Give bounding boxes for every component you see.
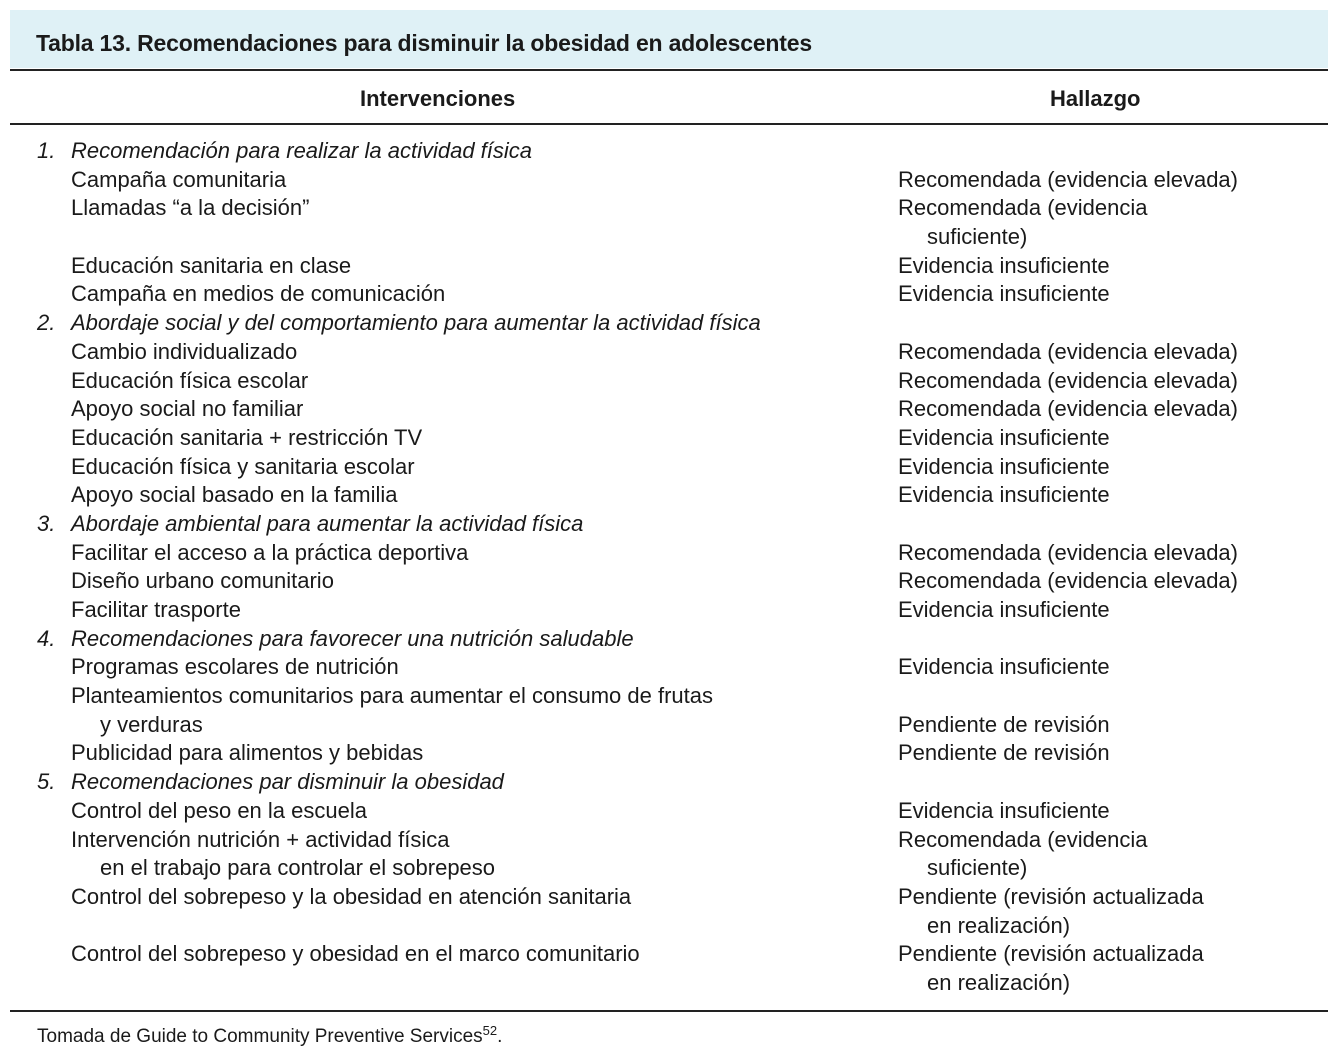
section-row bbox=[0, 510, 1341, 539]
intervention-text: Apoyo social no familiar bbox=[71, 396, 304, 422]
table-row bbox=[0, 682, 1341, 711]
finding-text: Evidencia insuficiente bbox=[898, 424, 1110, 450]
finding-text: Evidencia insuficiente bbox=[898, 482, 1110, 508]
table-row bbox=[0, 539, 1341, 568]
finding-text: Recomendada (evidencia elevada) bbox=[898, 568, 1238, 594]
table-row bbox=[0, 826, 1341, 855]
intervention-text: Educación sanitaria + restricción TV bbox=[71, 424, 423, 450]
finding-text: Evidencia insuficiente bbox=[898, 797, 1110, 823]
intervention-text: Programas escolares de nutrición bbox=[71, 654, 399, 680]
table-row-continuation bbox=[0, 854, 1341, 883]
section-label: Abordaje ambiental para aumentar la actividad física bbox=[71, 510, 584, 536]
intervention-text: Control del sobrepeso y obesidad en el marco comunitario bbox=[71, 941, 640, 967]
finding-text-continued: suficiente) bbox=[927, 855, 1028, 881]
finding-text: Evidencia insuficiente bbox=[898, 597, 1110, 622]
finding-text: Evidencia insuficiente bbox=[898, 281, 1110, 307]
finding-text-continued: en realización) bbox=[927, 912, 1071, 938]
table-row bbox=[0, 252, 1341, 281]
section-label: Recomendación para realizar la actividad física bbox=[71, 138, 533, 163]
intervention-text: Educación física escolar bbox=[71, 367, 309, 393]
section-number: 2. bbox=[37, 310, 56, 336]
table-row bbox=[0, 453, 1341, 482]
finding-text: Pendiente de revisión bbox=[898, 740, 1110, 766]
section-label: Abordaje social y del comportamiento para aumentar la actividad física bbox=[71, 310, 761, 336]
table-row-continuation bbox=[0, 711, 1341, 740]
intervention-text: Cambio individualizado bbox=[71, 338, 298, 364]
table-row bbox=[0, 395, 1341, 424]
table-row bbox=[0, 481, 1341, 510]
intervention-text-continued: y verduras bbox=[100, 711, 203, 737]
table-row bbox=[0, 567, 1341, 596]
table-row bbox=[0, 940, 1341, 969]
table-row bbox=[0, 280, 1341, 309]
table-row bbox=[0, 596, 1341, 625]
source-end: . bbox=[497, 1026, 503, 1047]
table-row bbox=[0, 653, 1341, 682]
finding-text-continued: en realización) bbox=[927, 969, 1071, 995]
finding-text: Recomendada (evidencia elevada) bbox=[898, 166, 1238, 192]
source-note bbox=[37, 1023, 502, 1048]
table-row bbox=[0, 739, 1341, 768]
section-number: 3. bbox=[37, 510, 56, 536]
finding-text: Pendiente (revisión actualizada bbox=[898, 883, 1204, 909]
section-row bbox=[0, 768, 1341, 797]
intervention-text: Educación sanitaria en clase bbox=[71, 252, 352, 278]
section-number: 4. bbox=[37, 625, 56, 651]
section-row bbox=[0, 309, 1341, 338]
header-rule bbox=[10, 123, 1328, 125]
header-interventions: Intervenciones bbox=[360, 86, 516, 111]
finding-text: Recomendada (evidencia elevada) bbox=[898, 338, 1238, 364]
intervention-text: Facilitar trasporte bbox=[71, 597, 241, 622]
finding-text: Recomendada (evidencia elevada) bbox=[898, 396, 1238, 422]
header-finding: Hallazgo bbox=[1050, 86, 1141, 111]
title-bar bbox=[10, 10, 1328, 68]
finding-text: Evidencia insuficiente bbox=[898, 654, 1110, 680]
finding-text: Recomendada (evidencia bbox=[898, 195, 1148, 221]
table-row bbox=[0, 194, 1341, 223]
bottom-rule bbox=[10, 1010, 1328, 1012]
table-row bbox=[0, 424, 1341, 453]
section-row bbox=[0, 625, 1341, 654]
source-text: Tomada de Guide to Community Preventive Services bbox=[37, 1026, 483, 1047]
section-label: Recomendaciones par disminuir la obesidad bbox=[71, 769, 504, 795]
finding-text-continued: suficiente) bbox=[927, 224, 1028, 250]
table-row bbox=[0, 338, 1341, 367]
section-number: 1. bbox=[37, 138, 56, 163]
finding-text: Recomendada (evidencia elevada) bbox=[898, 367, 1238, 393]
intervention-text: Publicidad para alimentos y bebidas bbox=[71, 740, 424, 766]
intervention-text: Educación física y sanitaria escolar bbox=[71, 453, 415, 479]
section-label: Recomendaciones para favorecer una nutrición saludable bbox=[71, 625, 634, 651]
finding-text: Evidencia insuficiente bbox=[898, 252, 1110, 278]
source-reference: 52 bbox=[482, 1023, 498, 1038]
table-row-continuation bbox=[0, 912, 1341, 941]
finding-text: Pendiente (revisión actualizada bbox=[898, 941, 1204, 967]
intervention-text: Campaña comunitaria bbox=[71, 166, 287, 192]
section-row bbox=[0, 137, 1341, 166]
table-row-continuation bbox=[0, 969, 1341, 998]
intervention-text: Llamadas “a la decisión” bbox=[71, 195, 310, 221]
table-body bbox=[0, 137, 1341, 998]
intervention-text: Control del sobrepeso y la obesidad en atención sanitaria bbox=[71, 883, 632, 909]
table-row bbox=[0, 166, 1341, 195]
intervention-text: Control del peso en la escuela bbox=[71, 797, 367, 823]
finding-text: Pendiente de revisión bbox=[898, 711, 1110, 737]
intervention-text: Intervención nutrición + actividad física bbox=[71, 826, 450, 852]
table-row-continuation bbox=[0, 223, 1341, 252]
intervention-text: Diseño urbano comunitario bbox=[71, 568, 334, 594]
table-row bbox=[0, 367, 1341, 396]
finding-text: Evidencia insuficiente bbox=[898, 453, 1110, 479]
finding-text: Recomendada (evidencia elevada) bbox=[898, 539, 1238, 565]
table-row bbox=[0, 797, 1341, 826]
intervention-text-continued: en el trabajo para controlar el sobrepeso bbox=[100, 855, 496, 881]
intervention-text: Planteamientos comunitarios para aumentar el consumo de frutas bbox=[71, 683, 714, 709]
intervention-text: Apoyo social basado en la familia bbox=[71, 482, 398, 508]
intervention-text: Facilitar el acceso a la práctica deportiva bbox=[71, 539, 469, 565]
table-row bbox=[0, 883, 1341, 912]
finding-text: Recomendada (evidencia bbox=[898, 826, 1148, 852]
intervention-text: Campaña en medios de comunicación bbox=[71, 281, 446, 307]
table-title: Tabla 13. Recomendaciones para disminuir la obesidad en adolescentes bbox=[36, 30, 812, 56]
top-rule bbox=[10, 69, 1328, 71]
section-number: 5. bbox=[37, 769, 56, 795]
